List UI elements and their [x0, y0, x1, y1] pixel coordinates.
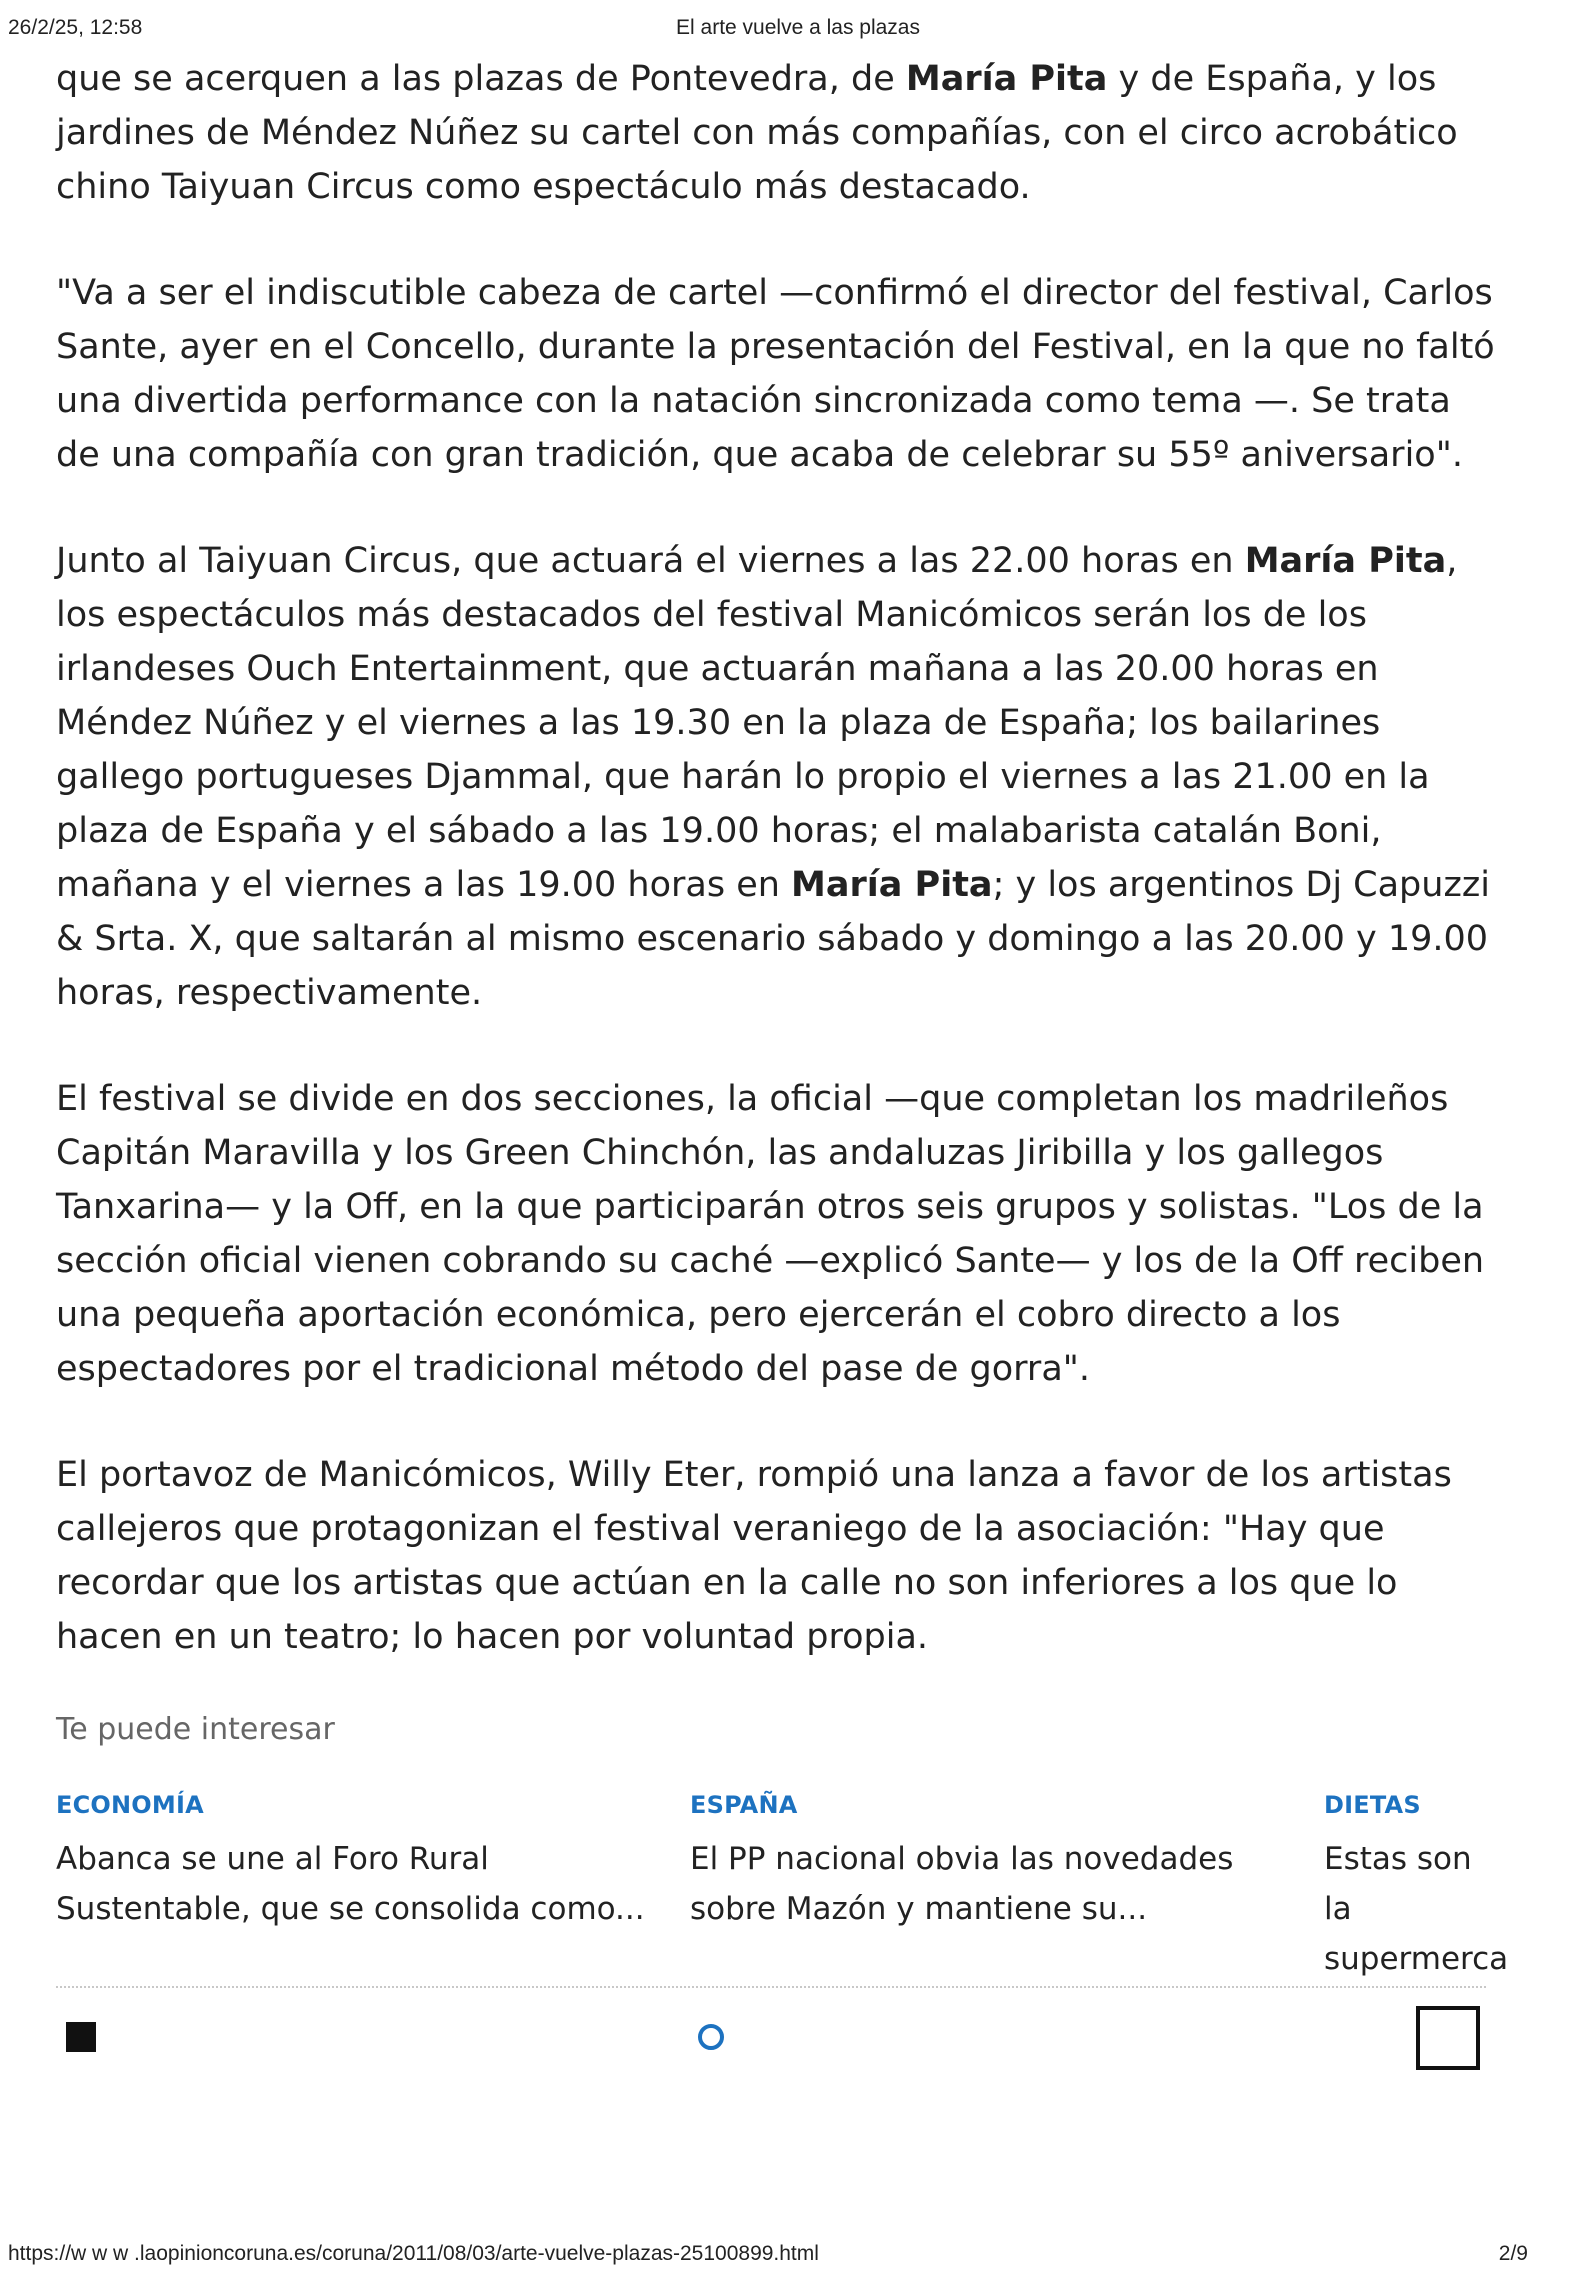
bold-maria-pita: María Pita — [905, 59, 1108, 99]
related-cards — [56, 1790, 1509, 1977]
paragraph-1-text-a: que se acerquen a las plazas de Pontevedra, de — [56, 59, 906, 99]
related-card-economia[interactable] — [56, 1790, 666, 1934]
print-footer — [8, 2242, 1588, 2268]
page-number: 2/9 — [1498, 2242, 1528, 2265]
card-category[interactable]: DIETAS — [1324, 1791, 1421, 1819]
related-section — [56, 1710, 1509, 1977]
bold-maria-pita: María Pita — [791, 865, 993, 905]
square-icon[interactable] — [66, 2022, 96, 2052]
dotted-divider — [56, 1986, 1486, 1988]
card-category[interactable]: ECONOMÍA — [56, 1791, 204, 1819]
print-url: https://w w w .laopinioncoruna.es/coruna/2011/08/03/arte-vuelve-plazas-25100899.html — [8, 2242, 819, 2265]
print-header — [8, 16, 1588, 42]
paragraph-5: El portavoz de Manicómicos, Willy Eter, rompió una lanza a favor de los artistas callejeros que protagonizan el festival veraniego de la asociación: "Hay que recordar que los artistas que actúan en la calle no son inferiores a los que lo hacen en un teatro; lo hacen por voluntad propia. — [56, 1455, 1452, 1657]
card-headline[interactable]: El PP nacional obvia las novedades sobre Mazón y mantiene su... — [690, 1841, 1234, 1927]
print-date: 26/2/25, 12:58 — [8, 16, 143, 39]
box-icon[interactable] — [1416, 2006, 1480, 2070]
paragraph-3-text-a: Junto al Taiyuan Circus, que actuará el viernes a las 22.00 horas en — [56, 541, 1245, 581]
card-headline[interactable]: Estas son la supermerca — [1324, 1841, 1509, 1977]
paragraph-2: "Va a ser el indiscutible cabeza de cartel —confirmó el director del festival, Carlos Sante, ayer en el Concello, durante la presentación del Festival, en la que no faltó una divertida performance con la natación sincronizada como tema —. Se trata de una compañía con gran tradición, que acaba de celebrar su 55º aniversario". — [56, 273, 1495, 475]
card-category[interactable]: ESPAÑA — [690, 1791, 798, 1819]
bold-maria-pita: María Pita — [1244, 541, 1447, 581]
circle-icon[interactable] — [698, 2024, 724, 2050]
related-card-espana[interactable] — [690, 1790, 1300, 1934]
card-headline[interactable]: Abanca se une al Foro Rural Sustentable, que se consolida como... — [56, 1841, 645, 1927]
article-body — [56, 52, 1496, 1716]
paragraph-3-text-c: , los espectáculos más destacados del festival Manicómicos serán los de los irlandeses Ouch Entertainment, que actuarán mañana a las 20.00 horas en Méndez Núñez y el viernes a las 19.30 en la plaza de España; los bailarines gallego portugueses Djammal, que harán lo propio el viernes a las 21.00 en la plaza de España y el sábado a las 19.00 horas; el malabarista catalán Boni, mañana y el viernes a las 19.00 horas en — [56, 541, 1458, 905]
print-title: El arte vuelve a las plazas — [676, 16, 920, 39]
paragraph-1 — [56, 52, 1496, 214]
paragraph-1-text-c: y de España, y los jardines de Méndez Núñez su cartel con más compañías, con el circo acrobático chino Taiyuan Circus como espectáculo más destacado. — [56, 59, 1458, 207]
related-card-dietas[interactable] — [1324, 1790, 1509, 1984]
related-heading: Te puede interesar — [56, 1712, 335, 1747]
paragraph-4: El festival se divide en dos secciones, la oficial —que completan los madrileños Capitán Maravilla y los Green Chinchón, las andaluzas Jiribilla y los gallegos Tanxarina— y la Off, en la que participarán otros seis grupos y solistas. "Los de la sección oficial vienen cobrando su caché —explicó Sante— y los de la Off reciben una pequeña aportación económica, pero ejercerán el cobro directo a los espectadores por el tradicional método del pase de gorra". — [56, 1079, 1485, 1389]
paragraph-3-text-e: ; y los argentinos Dj Capuzzi & Srta. X, que saltarán al mismo escenario sábado y domingo a las 20.00 y 19.00 horas, respectivamente. — [56, 865, 1490, 1013]
paragraph-3 — [56, 534, 1496, 1020]
